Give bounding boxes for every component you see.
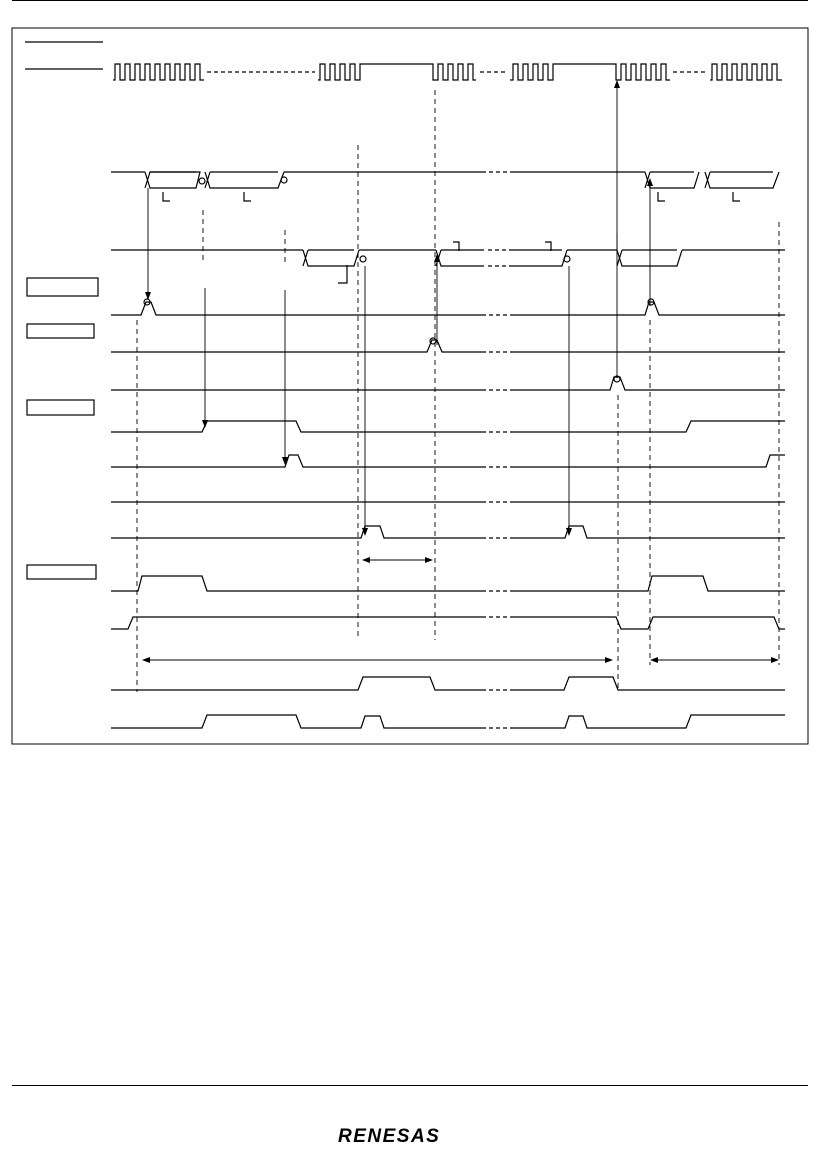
- span-head-1b: [425, 557, 433, 563]
- bus2-marker-2: [564, 256, 570, 262]
- bus2-cell-1: [303, 250, 359, 266]
- sig4-wave-b: [512, 421, 785, 432]
- bus1-cell-1: [145, 172, 200, 188]
- span-head-3b: [771, 657, 779, 663]
- bus1-cell-3: [645, 172, 699, 188]
- sig8-wave-a: [111, 576, 486, 591]
- bus1-cell-4: [705, 172, 779, 188]
- bus1-tick-2: [244, 192, 251, 201]
- sig11-wave-a: [111, 715, 486, 728]
- sig11-wave-b: [512, 715, 785, 728]
- bus2-cell-3: [512, 250, 567, 266]
- sig4-wave-a: [111, 421, 486, 432]
- sig9-wave-a: [111, 617, 486, 629]
- bus1-marker-2: [281, 177, 287, 183]
- clock-burst-2: [318, 64, 476, 80]
- bus2-marker-1: [360, 256, 366, 262]
- logo-text: RENESAS: [338, 1126, 441, 1147]
- sig5-wave-b: [512, 455, 785, 467]
- span-head-1a: [362, 557, 370, 563]
- clock-burst-3: [510, 64, 670, 80]
- span-head-3a: [650, 657, 658, 663]
- renesas-logo: [336, 1122, 486, 1148]
- bus1-tick-3: [658, 192, 665, 201]
- label-box-2: [27, 324, 94, 338]
- sig5-wave-a: [111, 455, 486, 467]
- arrowhead-2: [202, 420, 208, 428]
- span-head-2a: [142, 657, 150, 663]
- sig7-wave-a: [111, 526, 486, 538]
- clock-burst-1: [113, 64, 204, 80]
- bus1-tick-1: [163, 192, 170, 201]
- label-box-3: [27, 400, 94, 415]
- bus2-tick-1: [338, 265, 347, 283]
- sig8-wave-b: [512, 576, 785, 591]
- sig9-wave-b: [512, 617, 785, 629]
- diagram-frame: [12, 28, 808, 744]
- sig10-wave-b: [512, 677, 785, 690]
- footer-rule: [12, 1085, 808, 1086]
- bus1-cell-2: [205, 172, 284, 188]
- bus1-marker-1: [199, 178, 205, 184]
- sig7-wave-b: [512, 526, 785, 538]
- sig3-wave-b: [512, 377, 785, 390]
- sig1-wave-a: [111, 302, 486, 315]
- clock-burst-4: [710, 64, 782, 80]
- sig10-wave-a: [111, 677, 486, 690]
- arrowhead-7: [614, 80, 620, 88]
- span-head-2b: [605, 657, 613, 663]
- bus2-cell-2: [436, 250, 484, 266]
- bus2-cell-4: [617, 250, 682, 266]
- label-box-1: [27, 278, 98, 296]
- label-box-4: [27, 565, 96, 579]
- bus1-tick-4: [733, 192, 740, 201]
